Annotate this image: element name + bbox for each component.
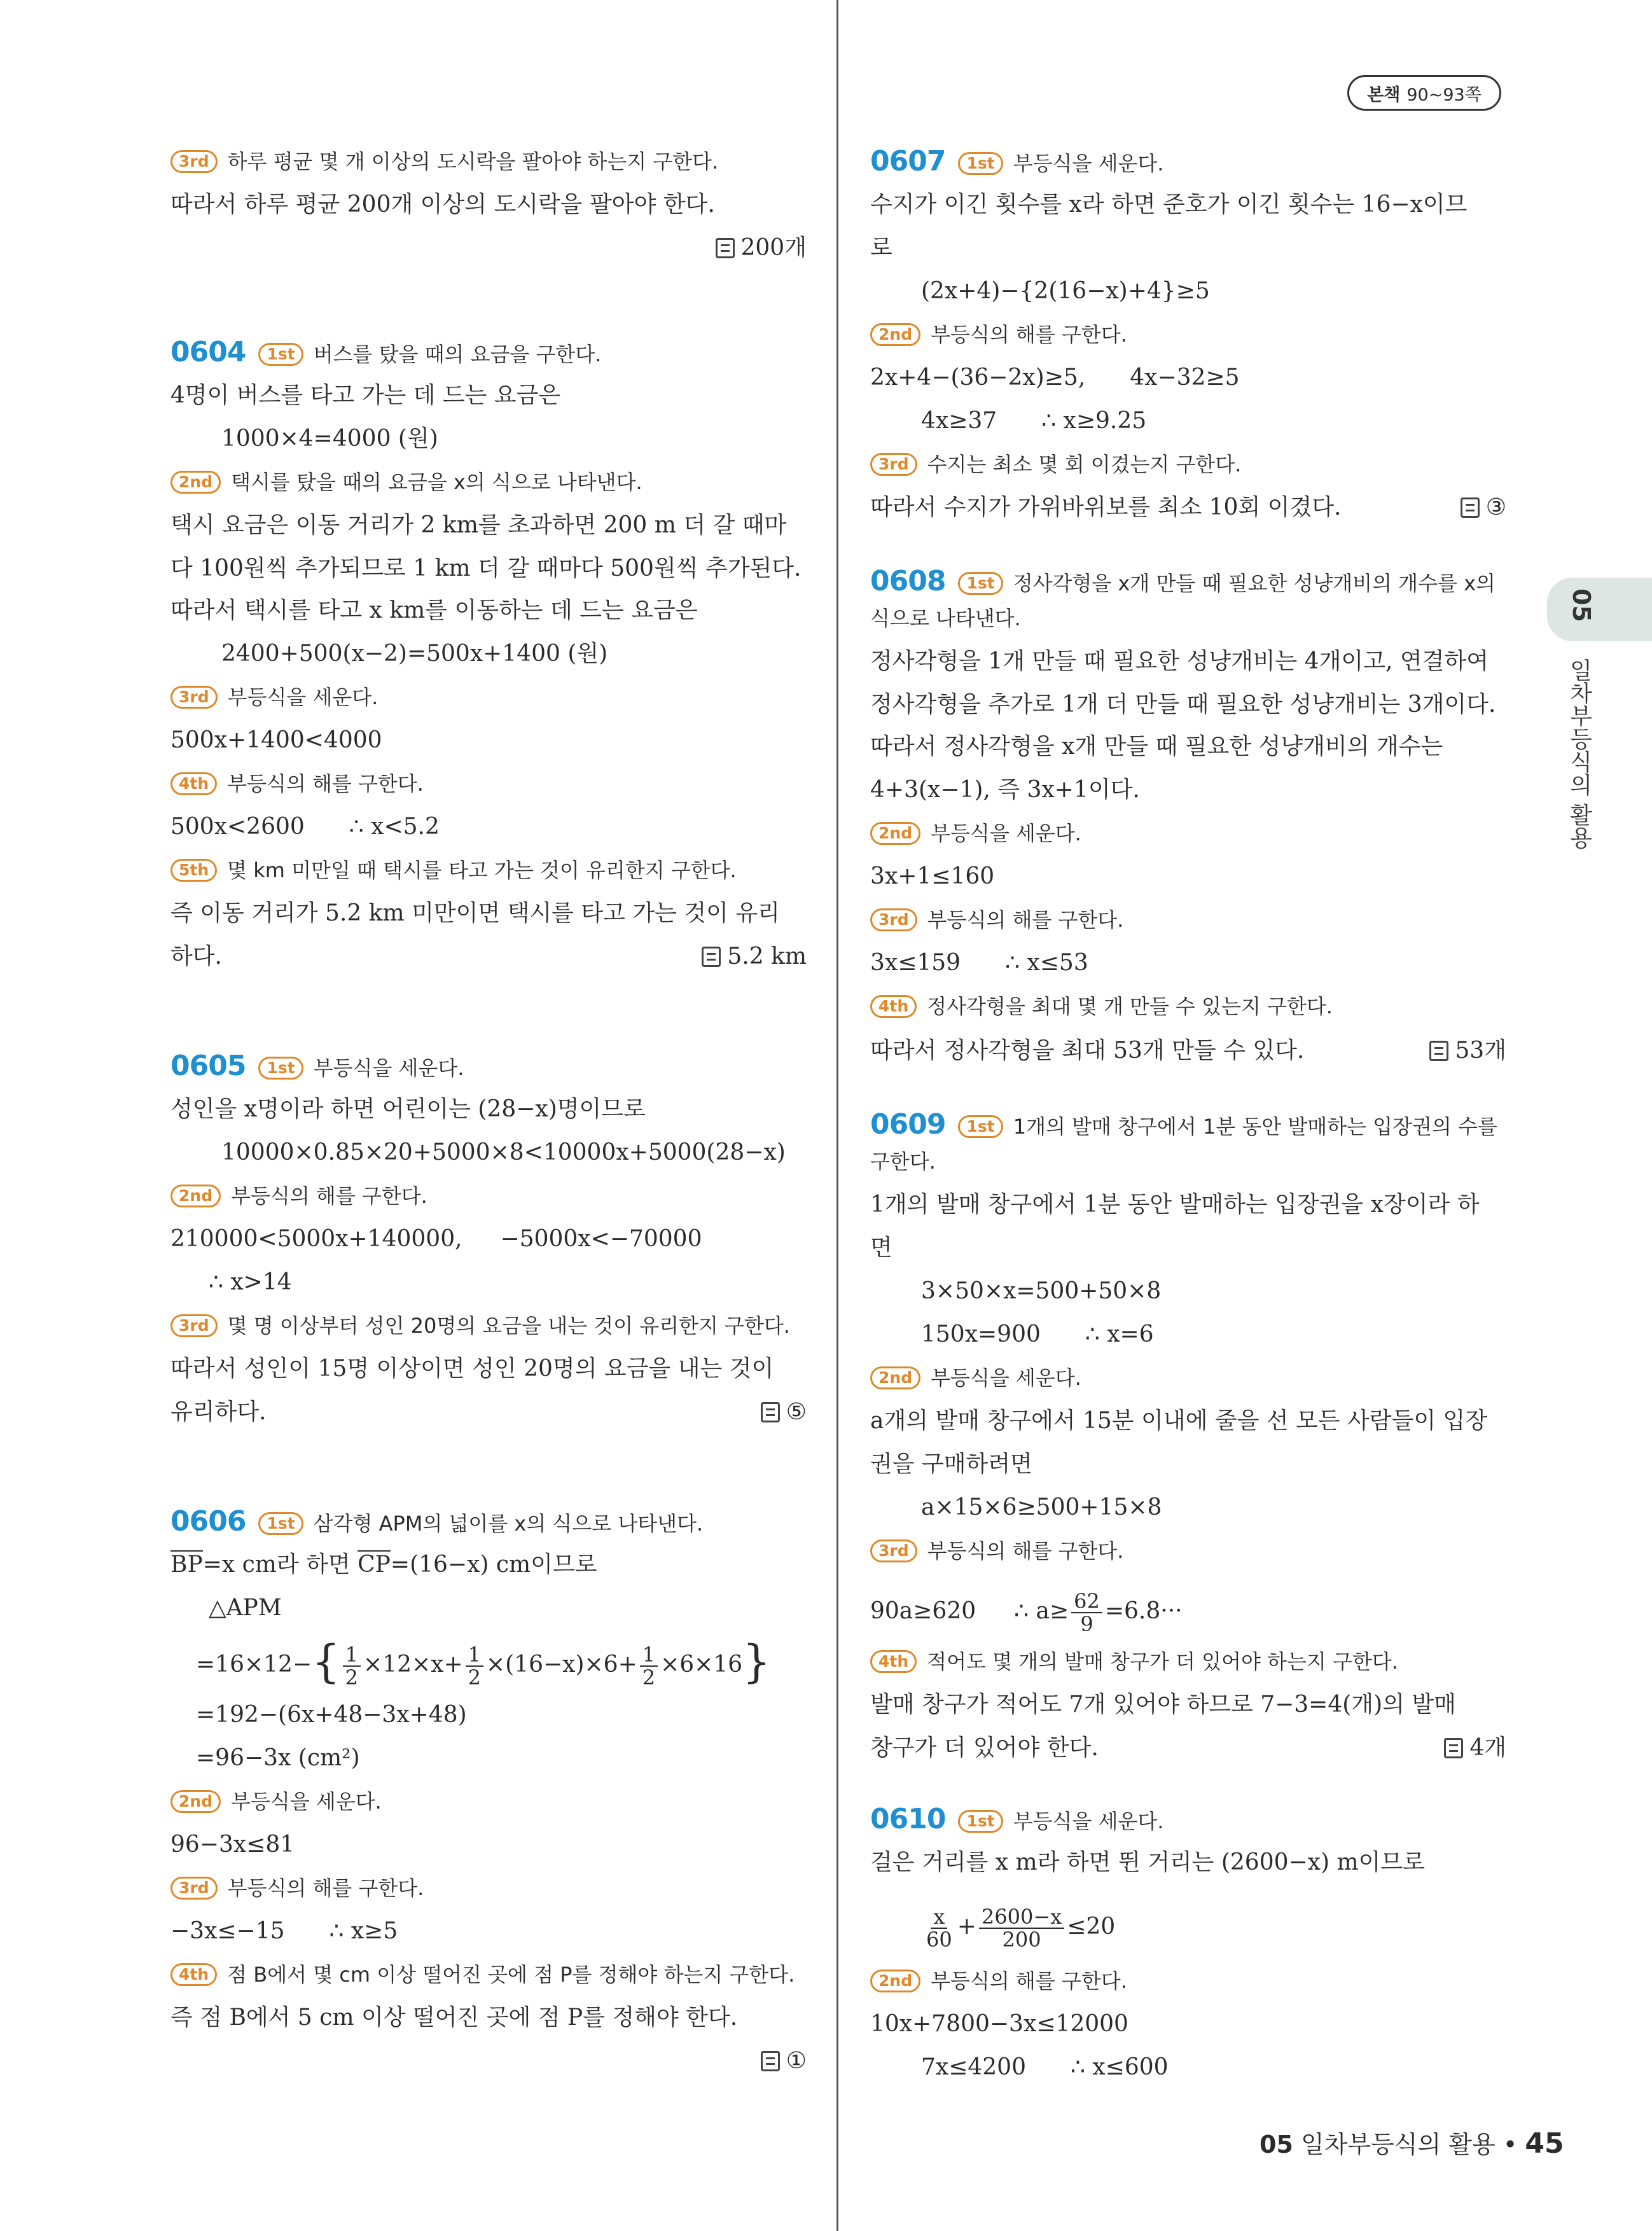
equation-line: 3×50×x=500+50×8	[921, 1278, 1162, 1304]
text-line: 1개의 발매 창구에서 1분 동안 발매하는 입장권을 x장이라 하	[870, 1192, 1480, 1218]
page-number: 45	[1525, 2127, 1564, 2160]
text-line: 걸은 거리를 x m라 하면 뛴 거리는 (2600−x) m이므로	[870, 1849, 1425, 1875]
step-text: 부등식을 세운다.	[931, 1366, 1081, 1390]
text-line: 면	[870, 1235, 892, 1261]
step-line	[870, 1363, 1506, 1393]
fraction-den: 200	[1002, 1928, 1041, 1952]
step-text: 부등식을 세운다.	[313, 1056, 464, 1080]
step-line	[170, 467, 807, 497]
step-line	[870, 449, 1506, 480]
text-line: 로	[870, 235, 892, 261]
text-line: 성인을 x명이라 하면 어린이는 (28−x)명이므로	[170, 1096, 646, 1122]
problem-header	[870, 566, 1506, 599]
step-text: 부등식을 세운다.	[1013, 151, 1164, 176]
problem-header	[870, 1109, 1506, 1142]
step-text: 정사각형을 x개 만들 때 필요한 성냥개비의 개수를 x의	[1013, 571, 1496, 595]
step-text: 점 B에서 몇 cm 이상 떨어진 곳에 점 P를 정해야 하는지 구한다.	[227, 1963, 795, 1987]
answer	[1444, 1733, 1506, 1763]
equation-part: +	[957, 1914, 976, 1940]
step-badge: 2nd	[870, 1366, 920, 1389]
equation-line: △APM	[209, 1595, 282, 1621]
equation-line: 96−3x≤81	[170, 1831, 295, 1858]
equation-line	[870, 2052, 1506, 2083]
answer-icon	[1461, 497, 1480, 518]
step-text: 부등식의 해를 구한다.	[227, 1876, 424, 1900]
step-line	[170, 1959, 807, 1990]
equation-part: 90a≥620	[870, 1598, 976, 1624]
fraction	[1071, 1590, 1102, 1635]
equation-line	[170, 1916, 807, 1947]
answer-value: ③	[1485, 494, 1506, 520]
step-text: 부등식을 세운다.	[931, 821, 1081, 845]
equation-line	[170, 1224, 807, 1255]
equation-part: ∴ x≤53	[1005, 950, 1088, 976]
text-line: a개의 발매 창구에서 15분 이내에 줄을 선 모든 사람들이 입장	[870, 1408, 1488, 1434]
text-line: 즉 이동 거리가 5.2 km 미만이면 택시를 타고 가는 것이 유리	[170, 900, 780, 926]
step-badge: 3rd	[870, 908, 917, 931]
step-badge: 1st	[958, 1115, 1003, 1138]
step-line	[170, 1181, 807, 1211]
equation-line: 10000×0.85×20+5000×8<10000x+5000(28−x)	[221, 1139, 786, 1165]
problem-number: 0610	[870, 1803, 946, 1835]
step-badge: 2nd	[170, 1185, 221, 1207]
equation-part: ∴ x=6	[1085, 1321, 1154, 1347]
step-text: 1개의 발매 창구에서 1분 동안 발매하는 입장권의 수를	[1013, 1115, 1497, 1139]
step-badge: 1st	[258, 1512, 303, 1535]
step-badge: 2nd	[870, 323, 920, 346]
page-reference-badge	[1347, 75, 1501, 111]
step-text: 부등식의 해를 구한다.	[227, 772, 424, 796]
step-badge: 4th	[170, 772, 217, 795]
answer-value: 53개	[1455, 1038, 1506, 1064]
step-text: 몇 km 미만일 때 택시를 타고 가는 것이 유리한지 구한다.	[227, 858, 737, 882]
text-line: 4+3(x−1), 즉 3x+1이다.	[870, 777, 1140, 803]
equation-line	[870, 1906, 1506, 1950]
fraction	[979, 1906, 1064, 1950]
equation-part: 2x+4−(36−2x)≥5,	[870, 365, 1086, 391]
step-text: 부등식을 세운다.	[1013, 1809, 1164, 1833]
equation-part: ×12×x+	[363, 1651, 463, 1678]
step-badge: 1st	[258, 343, 303, 366]
equation-line	[870, 406, 1506, 436]
equation-part: ≤20	[1067, 1914, 1116, 1940]
answer	[761, 2046, 807, 2076]
equation-part: ∴ x≤600	[1071, 2054, 1169, 2080]
equation-part: 210000<5000x+140000,	[170, 1226, 462, 1252]
equation-part: −5000x<−70000	[500, 1226, 702, 1252]
step-line	[870, 905, 1506, 935]
page-range: 90~93쪽	[1406, 85, 1482, 105]
problem-header	[870, 1804, 1506, 1837]
fraction-den: 9	[1080, 1612, 1093, 1636]
text-line: 권을 구매하려면	[870, 1451, 1032, 1477]
segment-bp: BP	[170, 1552, 203, 1578]
equation-part: ∴ a≥	[1014, 1598, 1069, 1624]
left-brace: {	[312, 1636, 340, 1688]
step-line	[170, 1873, 807, 1903]
answer	[1461, 492, 1506, 523]
answer	[761, 1397, 807, 1428]
step-line	[870, 818, 1506, 849]
text-part: =(16−x) cm이므로	[390, 1552, 597, 1578]
answer	[702, 942, 807, 972]
step-text: 삼각형 APM의 넓이를 x의 식으로 나타낸다.	[313, 1512, 704, 1536]
step-badge: 3rd	[170, 686, 218, 709]
fraction	[924, 1906, 955, 1950]
equation-line	[870, 1319, 1506, 1350]
text-line: 수지가 이긴 횟수를 x라 하면 준호가 이긴 횟수는 16−x이므	[870, 191, 1468, 218]
problem-number: 0607	[870, 145, 946, 177]
answer-value: ⑤	[786, 1399, 807, 1425]
step-text: 부등식을 세운다.	[231, 1790, 382, 1814]
text-line: 발매 창구가 적어도 7개 있어야 하므로 7−3=4(개)의 발매	[870, 1692, 1456, 1718]
step-text: 부등식의 해를 구한다.	[927, 908, 1124, 932]
fraction	[466, 1644, 483, 1688]
footer-chapter-title: 일차부등식의 활용	[1300, 2130, 1496, 2158]
text-line: 정사각형을 추가로 1개 더 만들 때 필요한 성냥개비는 3개이다.	[870, 692, 1496, 718]
step-line	[870, 1966, 1506, 1996]
equation-line	[870, 1590, 1506, 1635]
answer-icon	[1444, 1738, 1463, 1758]
step-badge: 3rd	[170, 1877, 218, 1900]
equation-part: 4x−32≥5	[1130, 365, 1240, 391]
footer-bullet: •	[1503, 2130, 1518, 2158]
step-badge: 3rd	[170, 1314, 218, 1337]
segment-cp: CP	[357, 1552, 391, 1578]
text-line	[170, 1550, 807, 1580]
step-badge: 1st	[958, 152, 1003, 175]
step-line	[170, 682, 807, 712]
step-badge: 4th	[170, 1963, 217, 1986]
answer-value: 5.2 km	[727, 943, 807, 970]
fraction-num: 1	[640, 1644, 658, 1667]
step-text: 몇 명 이상부터 성인 20명의 요금을 내는 것이 유리한지 구한다.	[227, 1314, 790, 1338]
step-line	[170, 855, 807, 886]
step-badge: 5th	[170, 859, 217, 882]
equation-part: 4x≥37	[921, 408, 997, 434]
fraction-num: 1	[466, 1644, 483, 1667]
step-badge: 2nd	[870, 1970, 920, 1992]
chapter-tab-title: 일차부등식의 활용	[1566, 658, 1592, 849]
answer-value: 200개	[740, 235, 807, 261]
step-badge: 3rd	[870, 453, 917, 476]
step-text: 수지는 최소 몇 회 이겼는지 구한다.	[927, 452, 1242, 476]
text-line: 따라서 정사각형을 최대 53개 만들 수 있다.	[870, 1038, 1305, 1064]
step-badge: 2nd	[170, 1790, 221, 1813]
answer	[1429, 1036, 1506, 1066]
fraction	[343, 1644, 361, 1688]
equation-part: ∴ x≥9.25	[1041, 408, 1147, 434]
equation-line: a×15×6≥500+15×8	[921, 1494, 1162, 1520]
step-badge: 2nd	[870, 822, 920, 845]
equation-part: =6.8···	[1104, 1598, 1183, 1624]
text-line: 다 100원씩 추가되므로 1 km 더 갈 때마다 500원씩 추가된다.	[170, 555, 802, 581]
answer-icon	[761, 2051, 780, 2071]
fraction	[640, 1644, 658, 1688]
fraction-den: 2	[345, 1665, 359, 1690]
step-text: 정사각형을 최대 몇 개 만들 수 있는지 구한다.	[927, 994, 1333, 1018]
text-line: 따라서 택시를 타고 x km를 이동하는 데 드는 요금은	[170, 597, 698, 623]
footer-chapter-num: 05	[1260, 2130, 1293, 2158]
answer-icon	[716, 238, 735, 258]
step-text: 부등식의 해를 구한다.	[231, 1184, 427, 1208]
book-label: 본책	[1367, 85, 1401, 105]
equation-line	[170, 1636, 807, 1690]
problem-header	[170, 1051, 807, 1083]
text-line: 정사각형을 1개 만들 때 필요한 성냥개비는 4개이고, 연결하여	[870, 648, 1489, 674]
step-badge: 3rd	[170, 150, 218, 173]
step-text: 하루 평균 몇 개 이상의 도시락을 팔아야 하는지 구한다.	[227, 149, 719, 174]
page-footer	[1260, 2125, 1564, 2163]
equation-line: (2x+4)−{2(16−x)+4}≥5	[921, 278, 1210, 304]
text-line: 창구가 더 있어야 한다.	[870, 1735, 1099, 1761]
step-text: 부등식을 세운다.	[227, 685, 378, 709]
step-text: 부등식의 해를 구한다.	[931, 323, 1127, 347]
fraction-num: x	[931, 1906, 947, 1929]
step-line	[870, 1536, 1506, 1566]
fraction-num: 1	[343, 1644, 361, 1667]
problem-number: 0605	[170, 1050, 246, 1082]
equation-part: ∴ x≥5	[329, 1918, 398, 1944]
answer-icon	[761, 1402, 780, 1422]
fraction-den: 2	[468, 1665, 481, 1690]
fraction-den: 2	[642, 1665, 656, 1690]
text-line: 따라서 정사각형을 x개 만들 때 필요한 성냥개비의 개수는	[870, 733, 1443, 760]
equation-line	[870, 363, 1506, 393]
answer-icon	[1429, 1041, 1448, 1061]
problem-number: 0604	[170, 336, 246, 368]
step-text-continued: 식으로 나타낸다.	[870, 606, 1021, 630]
answer-value: 4개	[1469, 1735, 1506, 1761]
fraction-den: 60	[926, 1928, 952, 1952]
equation-part: ×6×16	[660, 1651, 743, 1678]
problem-header	[170, 337, 807, 370]
equation-part: ×(16−x)×6+	[485, 1651, 637, 1678]
equation-part: =16×12−	[196, 1651, 312, 1678]
text-line: 따라서 성인이 15명 이상이면 성인 20명의 요금을 내는 것이	[170, 1356, 774, 1382]
text-line: 하다.	[170, 943, 222, 970]
equation-part: −3x≤−15	[170, 1918, 285, 1944]
problem-number: 0609	[870, 1108, 946, 1141]
step-badge: 1st	[258, 1057, 303, 1080]
text-line: 4명이 버스를 타고 가는 데 드는 요금은	[170, 382, 561, 408]
equation-line	[870, 948, 1506, 978]
step-text: 부등식의 해를 구한다.	[927, 1539, 1124, 1563]
step-line	[170, 1310, 807, 1341]
equation-line: =96−3x (cm²)	[196, 1745, 360, 1771]
step-badge: 2nd	[170, 471, 221, 494]
step-text: 적어도 몇 개의 발매 창구가 더 있어야 하는지 구한다.	[927, 1650, 1398, 1674]
problem-number: 0608	[870, 565, 946, 597]
fraction-num: 62	[1071, 1590, 1102, 1613]
step-badge: 4th	[870, 995, 917, 1018]
fraction-num: 2600−x	[979, 1906, 1064, 1929]
equation-part: 7x≤4200	[921, 2054, 1026, 2080]
step-badge: 4th	[870, 1650, 917, 1673]
step-badge: 1st	[958, 572, 1003, 595]
equation-line: 500x+1400<4000	[170, 727, 382, 753]
text-part: =x cm라 하면	[202, 1552, 351, 1578]
problem-number: 0606	[170, 1505, 246, 1538]
step-badge: 3rd	[870, 1539, 917, 1562]
equation-part: 500x<2600	[170, 814, 305, 840]
text-line: 따라서 수지가 가위바위보를 최소 10회 이겼다.	[870, 494, 1342, 520]
step-badge: 1st	[958, 1810, 1003, 1833]
equation-line: 10x+7800−3x≤12000	[870, 2011, 1128, 2037]
answer	[716, 233, 807, 263]
problem-header	[170, 1506, 807, 1539]
text-line: 즉 점 B에서 5 cm 이상 떨어진 곳에 점 P를 정해야 한다.	[170, 2005, 738, 2031]
step-line	[870, 319, 1506, 350]
step-text: 부등식의 해를 구한다.	[931, 1969, 1127, 1993]
equation-part: 3x≤159	[870, 950, 961, 976]
equation-line	[170, 812, 807, 842]
step-line	[170, 768, 807, 799]
right-brace: }	[742, 1636, 771, 1688]
answer-value: ①	[786, 2048, 807, 2074]
step-line	[170, 146, 807, 177]
step-line	[870, 1646, 1506, 1677]
equation-line: 3x+1≤160	[870, 863, 995, 889]
answer-icon	[702, 947, 721, 967]
equation-part: 150x=900	[921, 1321, 1041, 1347]
equation-line: 1000×4=4000 (원)	[221, 426, 438, 452]
step-line	[870, 991, 1506, 1022]
step-text-continued: 구한다.	[870, 1150, 936, 1174]
equation-line: ∴ x>14	[209, 1269, 292, 1295]
equation-part: ∴ x<5.2	[349, 814, 440, 840]
text-line: 유리하다.	[170, 1399, 267, 1425]
chapter-tab-number: 05	[1567, 588, 1595, 622]
problem-header	[870, 146, 1506, 179]
step-text: 택시를 탔을 때의 요금을 x의 식으로 나타낸다.	[231, 470, 642, 494]
column-divider	[836, 0, 838, 2231]
text-line: 택시 요금은 이동 거리가 2 km를 초과하면 200 m 더 갈 때마	[170, 512, 787, 538]
text-line: 따라서 하루 평균 200개 이상의 도시락을 팔아야 한다.	[170, 191, 715, 218]
equation-line: =192−(6x+48−3x+48)	[196, 1702, 467, 1728]
step-text: 버스를 탔을 때의 요금을 구한다.	[313, 342, 602, 366]
step-line	[170, 1786, 807, 1817]
equation-line: 2400+500(x−2)=500x+1400 (원)	[221, 641, 608, 667]
